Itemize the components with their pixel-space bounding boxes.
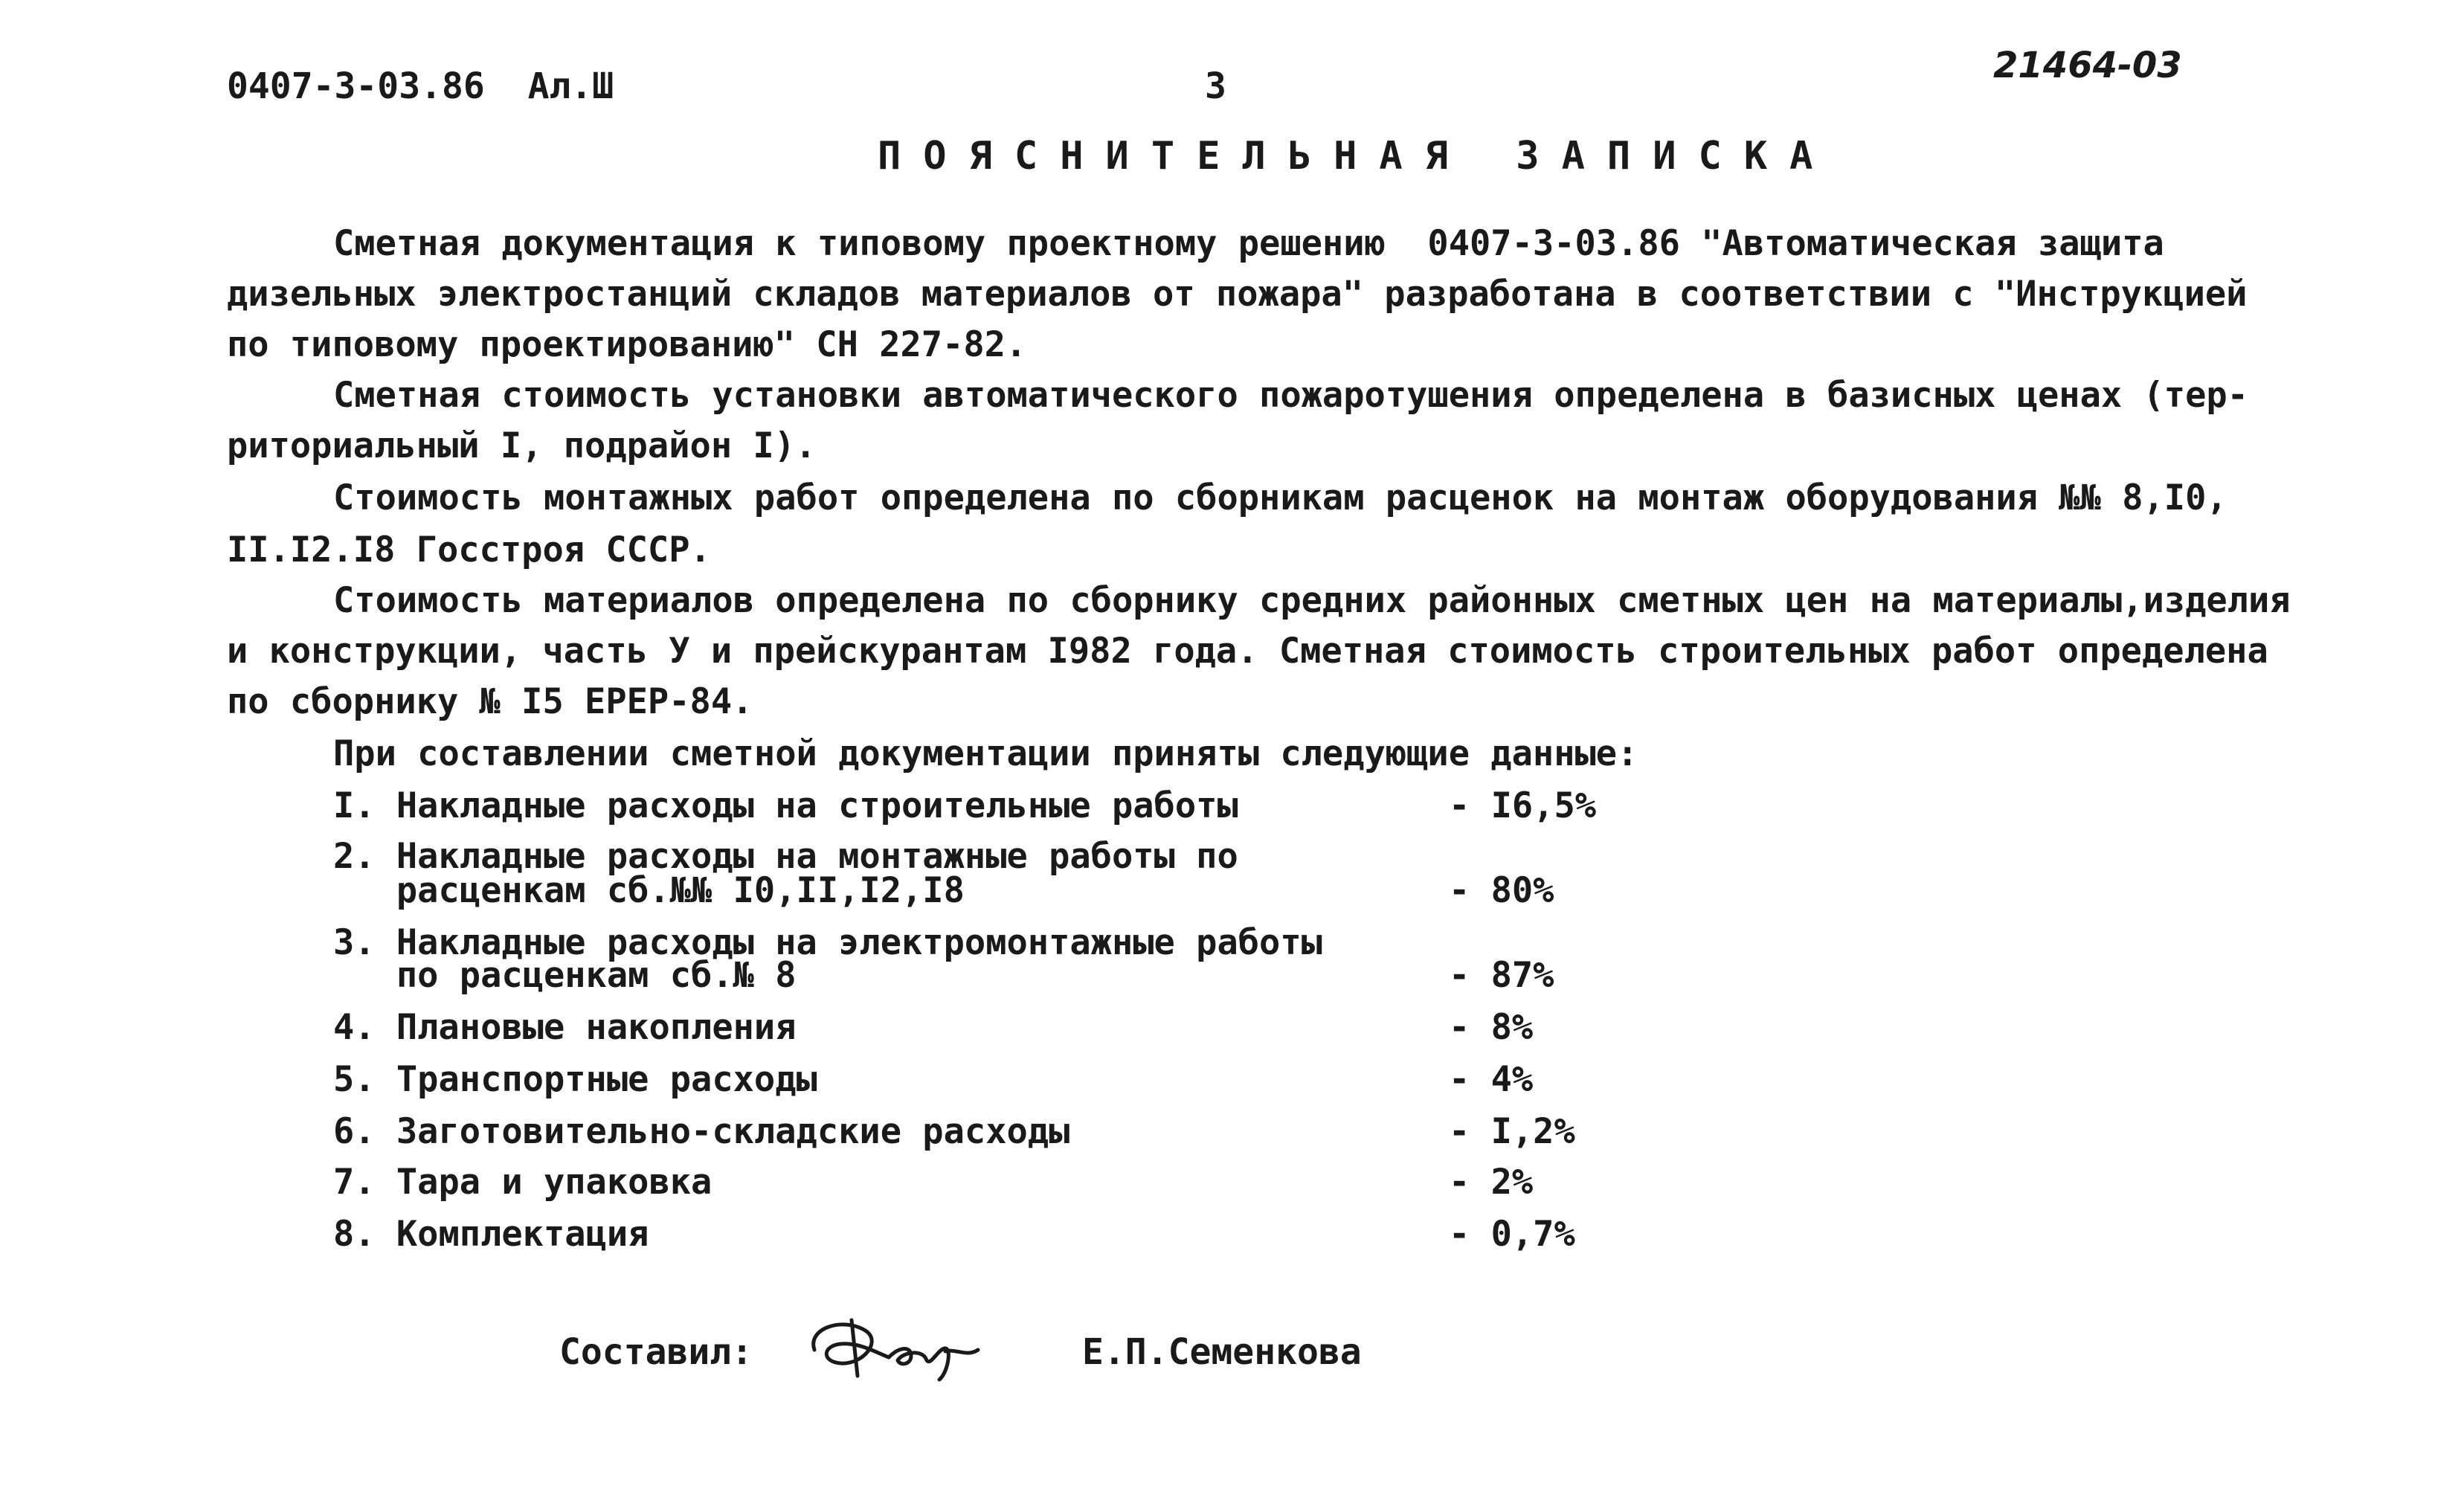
paragraph-3-line-2: II.I2.I8 Госстроя СССР. bbox=[227, 530, 711, 570]
list-item-3-label-line-1: 3. Накладные расходы на электромонтажные работы bbox=[333, 922, 1322, 963]
paragraph-3-line-1: Стоимость монтажных работ определена по сборникам расценок на монтаж оборудования №№ 8,I0, bbox=[333, 477, 2227, 518]
paragraph-1-line-1: Сметная документация к типовому проектному решению 0407-3-03.86 "Автоматическая защита bbox=[333, 223, 2164, 264]
paragraph-4-line-3: по сборнику № I5 ЕРЕР-84. bbox=[227, 681, 753, 722]
signer-name: Е.П.Семенкова bbox=[1082, 1331, 1362, 1373]
paragraph-4-line-2: и конструкции, часть У и прейскурантам I982 года. Сметная стоимость строительных работ определена bbox=[227, 631, 2268, 672]
page-title: ПОЯСНИТЕЛЬНАЯ ЗАПИСКА bbox=[878, 134, 1836, 178]
paragraph-4-line-1: Стоимость материалов определена по сборнику средних районных сметных цен на материалы,изделия bbox=[333, 580, 2291, 621]
paragraph-1-line-3: по типовому проектированию" СН 227-82. bbox=[227, 324, 1027, 365]
list-item-2-label-line-1: 2. Накладные расходы на монтажные работы по bbox=[333, 836, 1238, 877]
paragraph-2-line-1: Сметная стоимость установки автоматического пожаротушения определена в базисных ценах (тер- bbox=[333, 375, 2248, 416]
list-item-8-label: 8. Комплектация bbox=[333, 1214, 649, 1255]
list-item-4-label: 4. Плановые накопления bbox=[333, 1007, 797, 1048]
list-item-6-label: 6. Заготовительно-складские расходы bbox=[333, 1111, 1070, 1152]
list-item-7-label: 7. Тара и упаковка bbox=[333, 1162, 712, 1203]
list-item-3-value: - 87% bbox=[1449, 955, 1554, 996]
list-item-5-label: 5. Транспортные расходы bbox=[333, 1059, 817, 1100]
paragraph-1-line-2: дизельных электростанций складов материалов от пожара" разработана в соответствии с "Инструкцией bbox=[227, 274, 2248, 315]
archive-number: 21464-03 bbox=[1993, 45, 2182, 86]
list-item-2-label-line-2: расценкам сб.№№ I0,II,I2,I8 bbox=[333, 870, 965, 911]
list-item-3-label-line-2: по расценкам сб.№ 8 bbox=[333, 955, 797, 996]
list-item-1-value: - I6,5% bbox=[1449, 785, 1597, 826]
handwritten-signature bbox=[800, 1305, 993, 1387]
compiled-by-label: Составил: bbox=[559, 1331, 753, 1373]
list-intro: При составлении сметной документации приняты следующие данные: bbox=[333, 733, 1638, 774]
list-item-2-value: - 80% bbox=[1449, 870, 1554, 911]
list-item-1-label: I. Накладные расходы на строительные работы bbox=[333, 785, 1238, 826]
list-item-6-value: - I,2% bbox=[1449, 1111, 1575, 1152]
list-item-8-value: - 0,7% bbox=[1449, 1214, 1575, 1255]
page-number: 3 bbox=[1205, 65, 1226, 107]
paragraph-2-line-2: риториальный I, подрайон I). bbox=[227, 425, 817, 466]
document-code: 0407-3-03.86 Ал.Ш bbox=[227, 65, 614, 107]
list-item-5-value: - 4% bbox=[1449, 1059, 1534, 1100]
list-item-7-value: - 2% bbox=[1449, 1162, 1534, 1203]
list-item-4-value: - 8% bbox=[1449, 1007, 1534, 1048]
